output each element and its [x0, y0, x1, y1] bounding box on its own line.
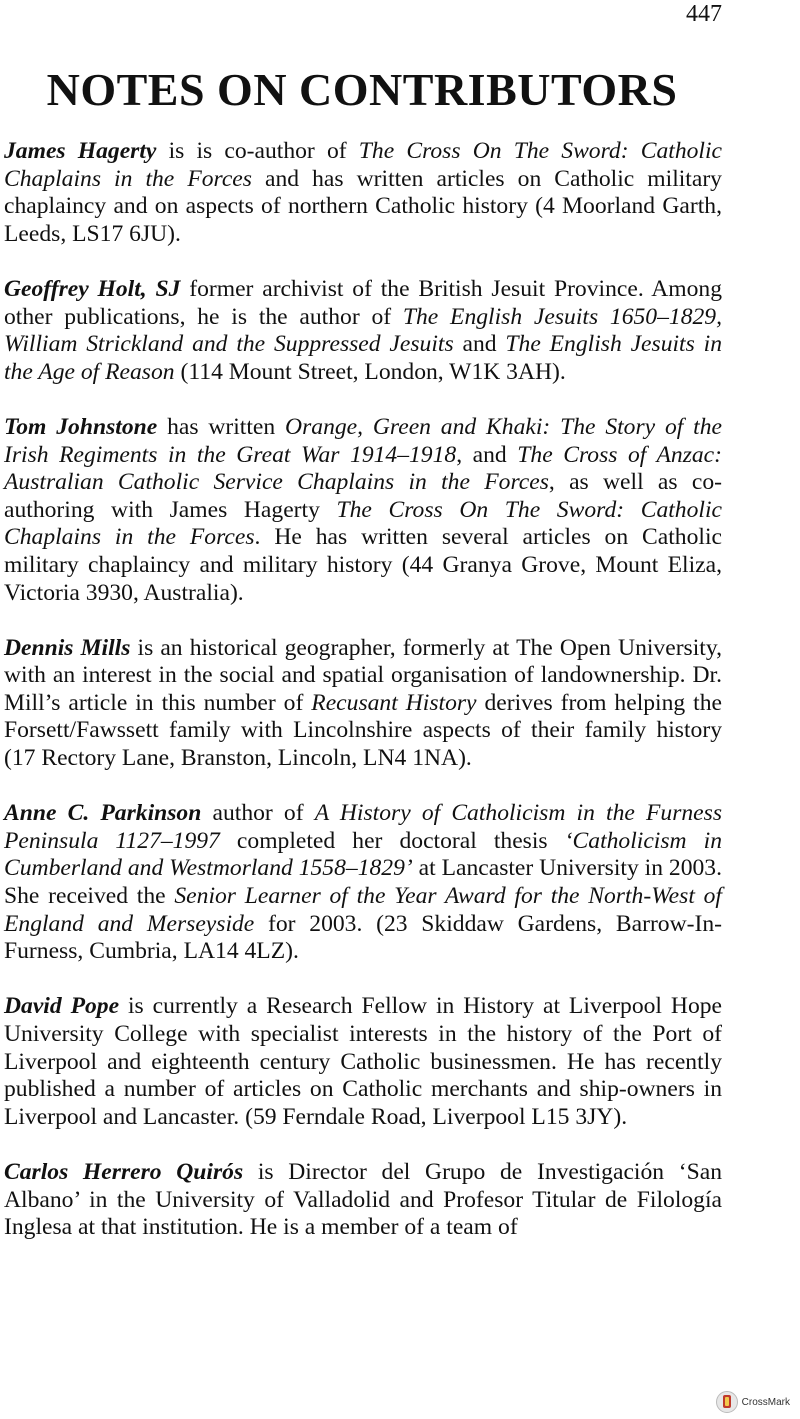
contributor-name: David Pope: [4, 993, 120, 1020]
entry-text: , as well as co-authoring with James Hagerty: [4, 469, 722, 523]
entry-text: is is co-author of: [156, 138, 359, 164]
entry-text: has written: [157, 413, 286, 440]
contributor-name: Anne C. Parkinson: [4, 800, 202, 827]
entry-title: The English Jesuits in the Age of Reason: [4, 331, 722, 385]
entry-text: and: [453, 331, 506, 358]
page-number: 447: [686, 1, 722, 27]
contributor-entry-quiros: [4, 1159, 722, 1242]
contributor-name: Geoffrey Holt, SJ: [4, 275, 181, 302]
contributor-list: [4, 138, 722, 1269]
entry-text: is currently a Research Fellow in History at Liverpool Hope University College with specialist interests in the history of the Port of Liverpool and eighteenth century Catholic businessmen. He has recently published a number of articles on Catholic merchants and ship-owners in Liverpool and Lancaster. (59 Ferndale Road, Liverpool L15 3JY).: [4, 993, 723, 1130]
entry-text: completed her doctoral thesis: [219, 827, 565, 854]
entry-title: The Cross On The Sword: Catholic Chaplains in the Forces: [4, 496, 722, 551]
entry-text: derives from helping the Forsett/Fawssett family with Lincolnshire aspects of their family history (17 Rectory Lane, Branston, Lincoln, LN4 1NA).: [4, 689, 722, 772]
entry-text: author of: [201, 800, 315, 827]
entry-text: (114 Mount Street, London, W1K 3AH).: [174, 358, 566, 385]
entry-title: Recusant History: [311, 689, 477, 716]
contributor-name: Dennis Mills: [4, 634, 131, 661]
entry-text: at Lancaster University in 2003. She received the: [4, 855, 723, 910]
entry-title: ‘Catholicism in Cumberland and Westmorland 1558–1829’: [4, 827, 722, 882]
entry-title: The Cross of Anzac: Australian Catholic Service Chaplains in the Forces: [4, 441, 723, 496]
contributor-name: Tom Johnstone: [4, 413, 158, 440]
contributor-entry-hagerty: [4, 138, 722, 248]
entry-text: is Director del Grupo de Investigación ‘San Albano’ in the University of Valladolid and Profesor Titular de Filología Inglesa at that institution. He is a member of a team of: [4, 1158, 722, 1241]
crossmark-icon: [716, 1391, 738, 1413]
entry-text: for 2003. (23 Skiddaw Gardens, Barrow-In-Furness, Cumbria, LA14 4LZ).: [4, 910, 723, 965]
contributor-name: James Hagerty: [4, 138, 157, 164]
page-title: NOTES ON CONTRIBUTORS: [46, 64, 678, 115]
entry-text: is an historical geographer, formerly at The Open University, with an interest in the social and spatial organisation of landownership. Dr. Mill’s article in this number of: [4, 634, 723, 716]
crossmark-label: CrossMark: [741, 1396, 790, 1408]
contributor-name: Carlos Herrero Quirós: [4, 1158, 244, 1185]
entry-text: and has written articles on Catholic military chaplaincy and on aspects of northern Catholic history (4 Moorland Garth, Leeds, LS17 6JU).: [4, 165, 722, 247]
entry-text: , and: [456, 441, 518, 468]
entry-text: former archivist of the British Jesuit Province. Among other publications, he is the author of: [4, 275, 722, 330]
entry-title: The Cross On The Sword: Catholic Chaplains in the Forces: [4, 138, 722, 192]
crossmark-badge[interactable]: [716, 1391, 790, 1413]
entry-title: A History of Catholicism in the Furness Peninsula 1127–1997: [4, 800, 723, 854]
contributor-entry-mills: [4, 635, 722, 773]
entry-title: Senior Learner of the Year Award for the North-West of England and Merseyside: [4, 883, 722, 937]
entry-text: . He has written several articles on Catholic military chaplaincy and military history (44 Granya Grove, Mount Eliza, Victoria 3930, Australia).: [4, 524, 722, 606]
contributor-entry-pope: [4, 993, 722, 1131]
contributor-entry-parkinson: [4, 800, 722, 966]
contributor-entry-holt: [4, 276, 722, 386]
entry-title: The English Jesuits 1650–1829, William Strickland and the Suppressed Jesuits: [4, 303, 722, 358]
entry-title: Orange, Green and Khaki: The Story of the Irish Regiments in the Great War 1914–1918: [4, 413, 722, 468]
contributor-entry-johnstone: [4, 414, 722, 607]
